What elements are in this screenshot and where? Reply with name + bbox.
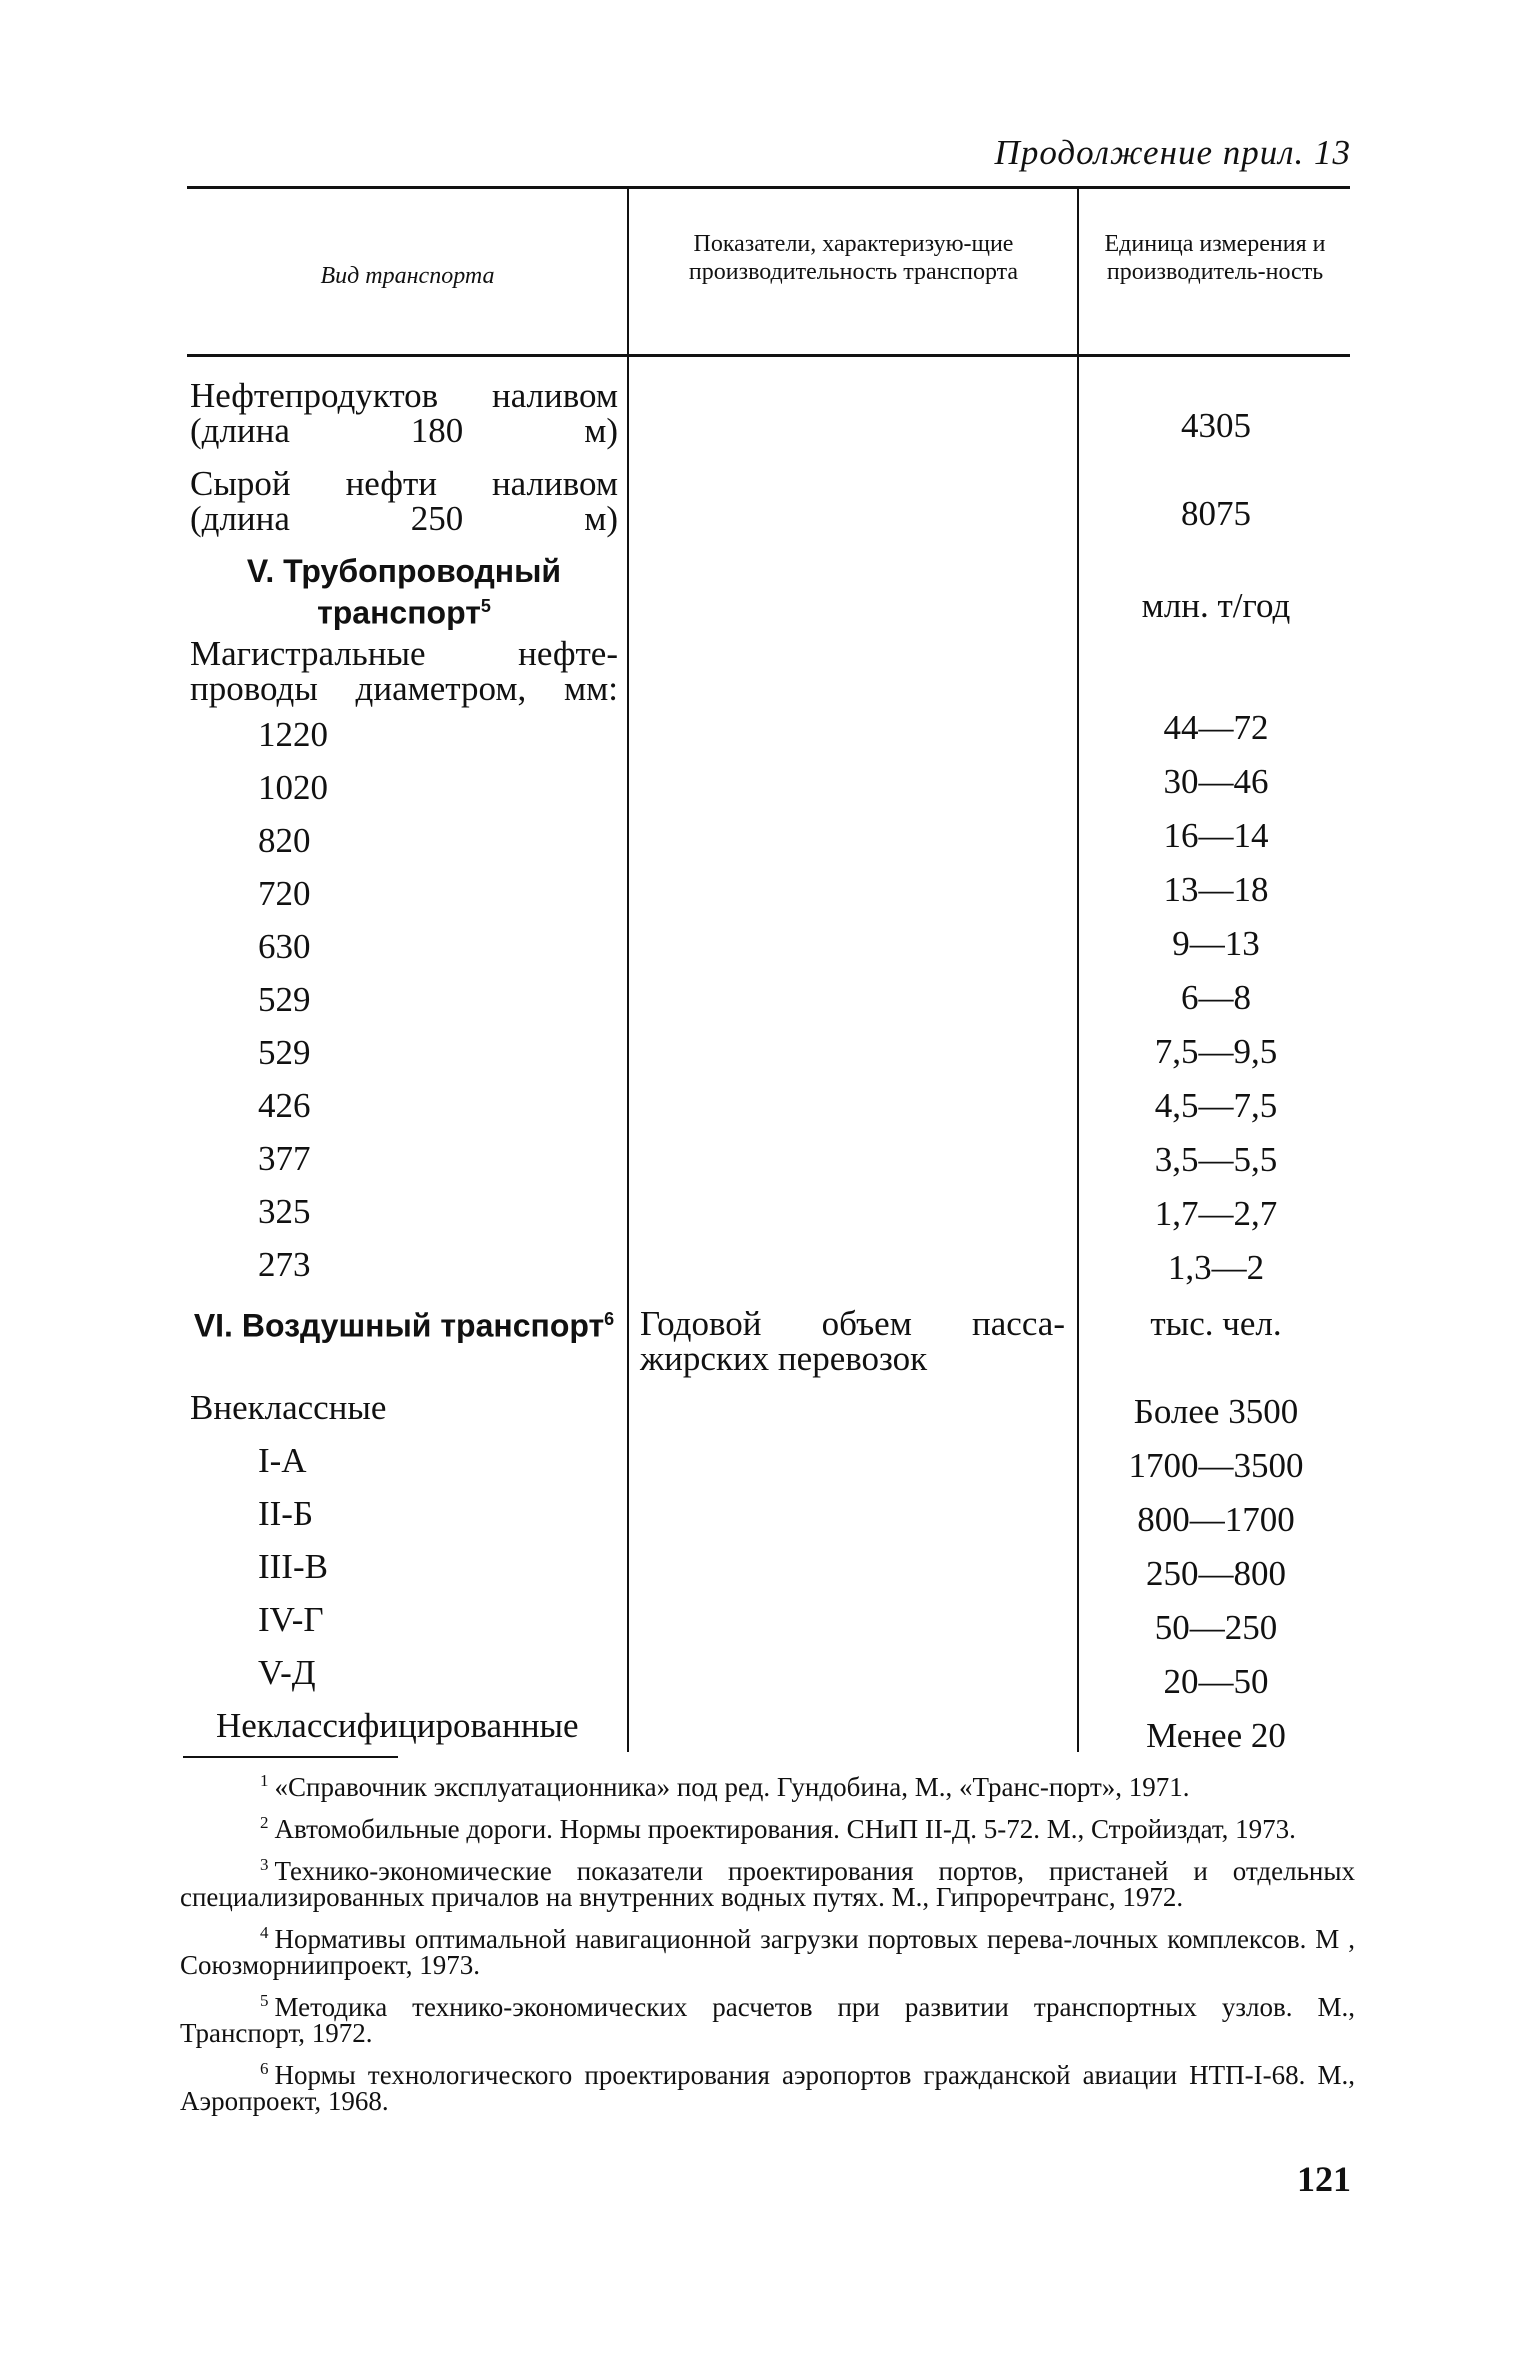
table-row-passenger-capacity: 800—1700 xyxy=(1137,1500,1295,1539)
section-pipeline-heading xyxy=(190,554,618,631)
unit-air: тыс. чел. xyxy=(1150,1304,1282,1343)
table-row-airport-class: II-Б xyxy=(258,1494,314,1533)
table-row-airport-class: IV-Г xyxy=(258,1600,324,1639)
header-transport-type: Вид транспорта xyxy=(320,263,495,289)
row-main-pipelines-label: Магистральные нефте-проводы диаметром, мм: xyxy=(190,634,618,708)
table-row-airport-class: I-А xyxy=(258,1441,307,1480)
footnote xyxy=(180,1852,1355,1910)
footnote-text: «Справочник эксплуатационника» под ред. Гундобина, М., «Транс-порт», 1971. xyxy=(274,1772,1190,1802)
footnote-mark: 4 xyxy=(260,1923,269,1942)
table-row-passenger-capacity: Более 3500 xyxy=(1133,1392,1299,1431)
section-air-footnote-mark: 6 xyxy=(604,1309,615,1329)
table-row-passenger-capacity: 50—250 xyxy=(1154,1608,1278,1647)
footnote xyxy=(180,1988,1355,2046)
footnote-text: Технико-экономические показатели проектирования портов, пристаней и отдельных специализированных причалов на внутренних водных путях. М., Гипроречтранс, 1972. xyxy=(180,1856,1355,1912)
table-row-diameter: 1220 xyxy=(258,715,328,754)
table-row-passenger-capacity: 1700—3500 xyxy=(1128,1446,1304,1485)
table-row-passenger-capacity: 250—800 xyxy=(1146,1554,1286,1593)
section-air-heading xyxy=(190,1302,618,1344)
table-row-diameter: 426 xyxy=(258,1086,311,1125)
row-passenger-volume-indicator: Годовой объем пасса-жирских перевозок xyxy=(640,1304,1065,1378)
table-row-diameter: 529 xyxy=(258,980,311,1019)
table-row-airport-class: Неклассифицированные xyxy=(216,1706,579,1745)
footnote xyxy=(180,1920,1355,1978)
section-air-text: VI. Воздушный транспорт xyxy=(193,1307,605,1344)
table-row-diameter: 273 xyxy=(258,1245,311,1284)
table-row-capacity: 13—18 xyxy=(1163,870,1269,909)
footnote-mark: 6 xyxy=(260,2059,269,2078)
column-divider-2 xyxy=(1077,189,1079,1752)
table-row-capacity: 44—72 xyxy=(1163,708,1269,747)
table-row-capacity: 1,7—2,7 xyxy=(1154,1194,1278,1233)
value-oil-products: 4305 xyxy=(1181,406,1251,445)
footnote-mark: 3 xyxy=(260,1855,269,1874)
table-row-capacity: 9—13 xyxy=(1172,924,1260,963)
table-header-rule xyxy=(187,354,1350,357)
table-row-capacity: 1,3—2 xyxy=(1167,1248,1265,1287)
table-row-capacity: 30—46 xyxy=(1163,762,1269,801)
table-row-diameter: 529 xyxy=(258,1033,311,1072)
table-row-diameter: 820 xyxy=(258,821,311,860)
footnote xyxy=(180,1810,1355,1842)
table-row-capacity: 16—14 xyxy=(1163,816,1269,855)
footnote xyxy=(180,1768,1355,1800)
table-row-diameter: 630 xyxy=(258,927,311,966)
table-row-diameter: 377 xyxy=(258,1139,311,1178)
row-oil-products-label: Нефтепродуктов наливом (длина 180 м) xyxy=(190,376,618,450)
footnote xyxy=(180,2056,1355,2114)
value-crude-oil: 8075 xyxy=(1181,494,1251,533)
table-row-capacity: 6—8 xyxy=(1181,978,1251,1017)
footnote-mark: 1 xyxy=(260,1771,269,1790)
row-crude-oil-label: Сырой нефти наливом (длина 250 м) xyxy=(190,464,618,538)
footnote-mark: 5 xyxy=(260,1991,269,2010)
table-row-airport-class: V-Д xyxy=(258,1653,316,1692)
table-row-diameter: 720 xyxy=(258,874,311,913)
footnote-text: Нормативы оптимальной навигационной загрузки портовых перева-лочных комплексов. М , Союзморниипроект, 1973. xyxy=(180,1924,1355,1980)
table-row-diameter: 1020 xyxy=(258,768,328,807)
table-row-airport-class: III-В xyxy=(258,1547,328,1586)
table-row-airport-class: Внеклассные xyxy=(190,1388,387,1427)
unit-pipeline: млн. т/год xyxy=(1141,586,1291,625)
header-unit-and-capacity: Единица измерения и производитель-ность xyxy=(1104,231,1326,285)
footnotes xyxy=(180,1768,1355,2124)
footnote-text: Нормы технологического проектирования аэропортов гражданской авиации НТП-I-68. М., Аэропроект, 1968. xyxy=(180,2060,1355,2116)
section-pipeline-text: V. Трубопроводный транспорт xyxy=(246,553,562,631)
footnote-text: Автомобильные дороги. Нормы проектирования. СНиП II-Д. 5-72. М., Стройиздат, 1973. xyxy=(274,1814,1296,1844)
footnote-mark: 2 xyxy=(260,1813,269,1832)
table-row-capacity: 7,5—9,5 xyxy=(1154,1032,1278,1071)
running-head: Продолжение прил. 13 xyxy=(994,133,1351,172)
section-pipeline-footnote-mark: 5 xyxy=(480,596,491,616)
header-indicators: Показатели, характеризую-щие производительность транспорта xyxy=(688,231,1019,285)
footnote-text: Методика технико-экономических расчетов при развитии транспортных узлов. М., Транспорт, 1972. xyxy=(180,1992,1355,2048)
table-row-capacity: 3,5—5,5 xyxy=(1154,1140,1278,1179)
footnote-separator xyxy=(183,1756,398,1758)
page-number: 121 xyxy=(1297,2159,1351,2199)
table-row-passenger-capacity: Менее 20 xyxy=(1146,1716,1286,1755)
table-row-capacity: 4,5—7,5 xyxy=(1154,1086,1278,1125)
table-row-diameter: 325 xyxy=(258,1192,311,1231)
table-row-passenger-capacity: 20—50 xyxy=(1163,1662,1269,1701)
table-top-rule xyxy=(187,186,1350,189)
